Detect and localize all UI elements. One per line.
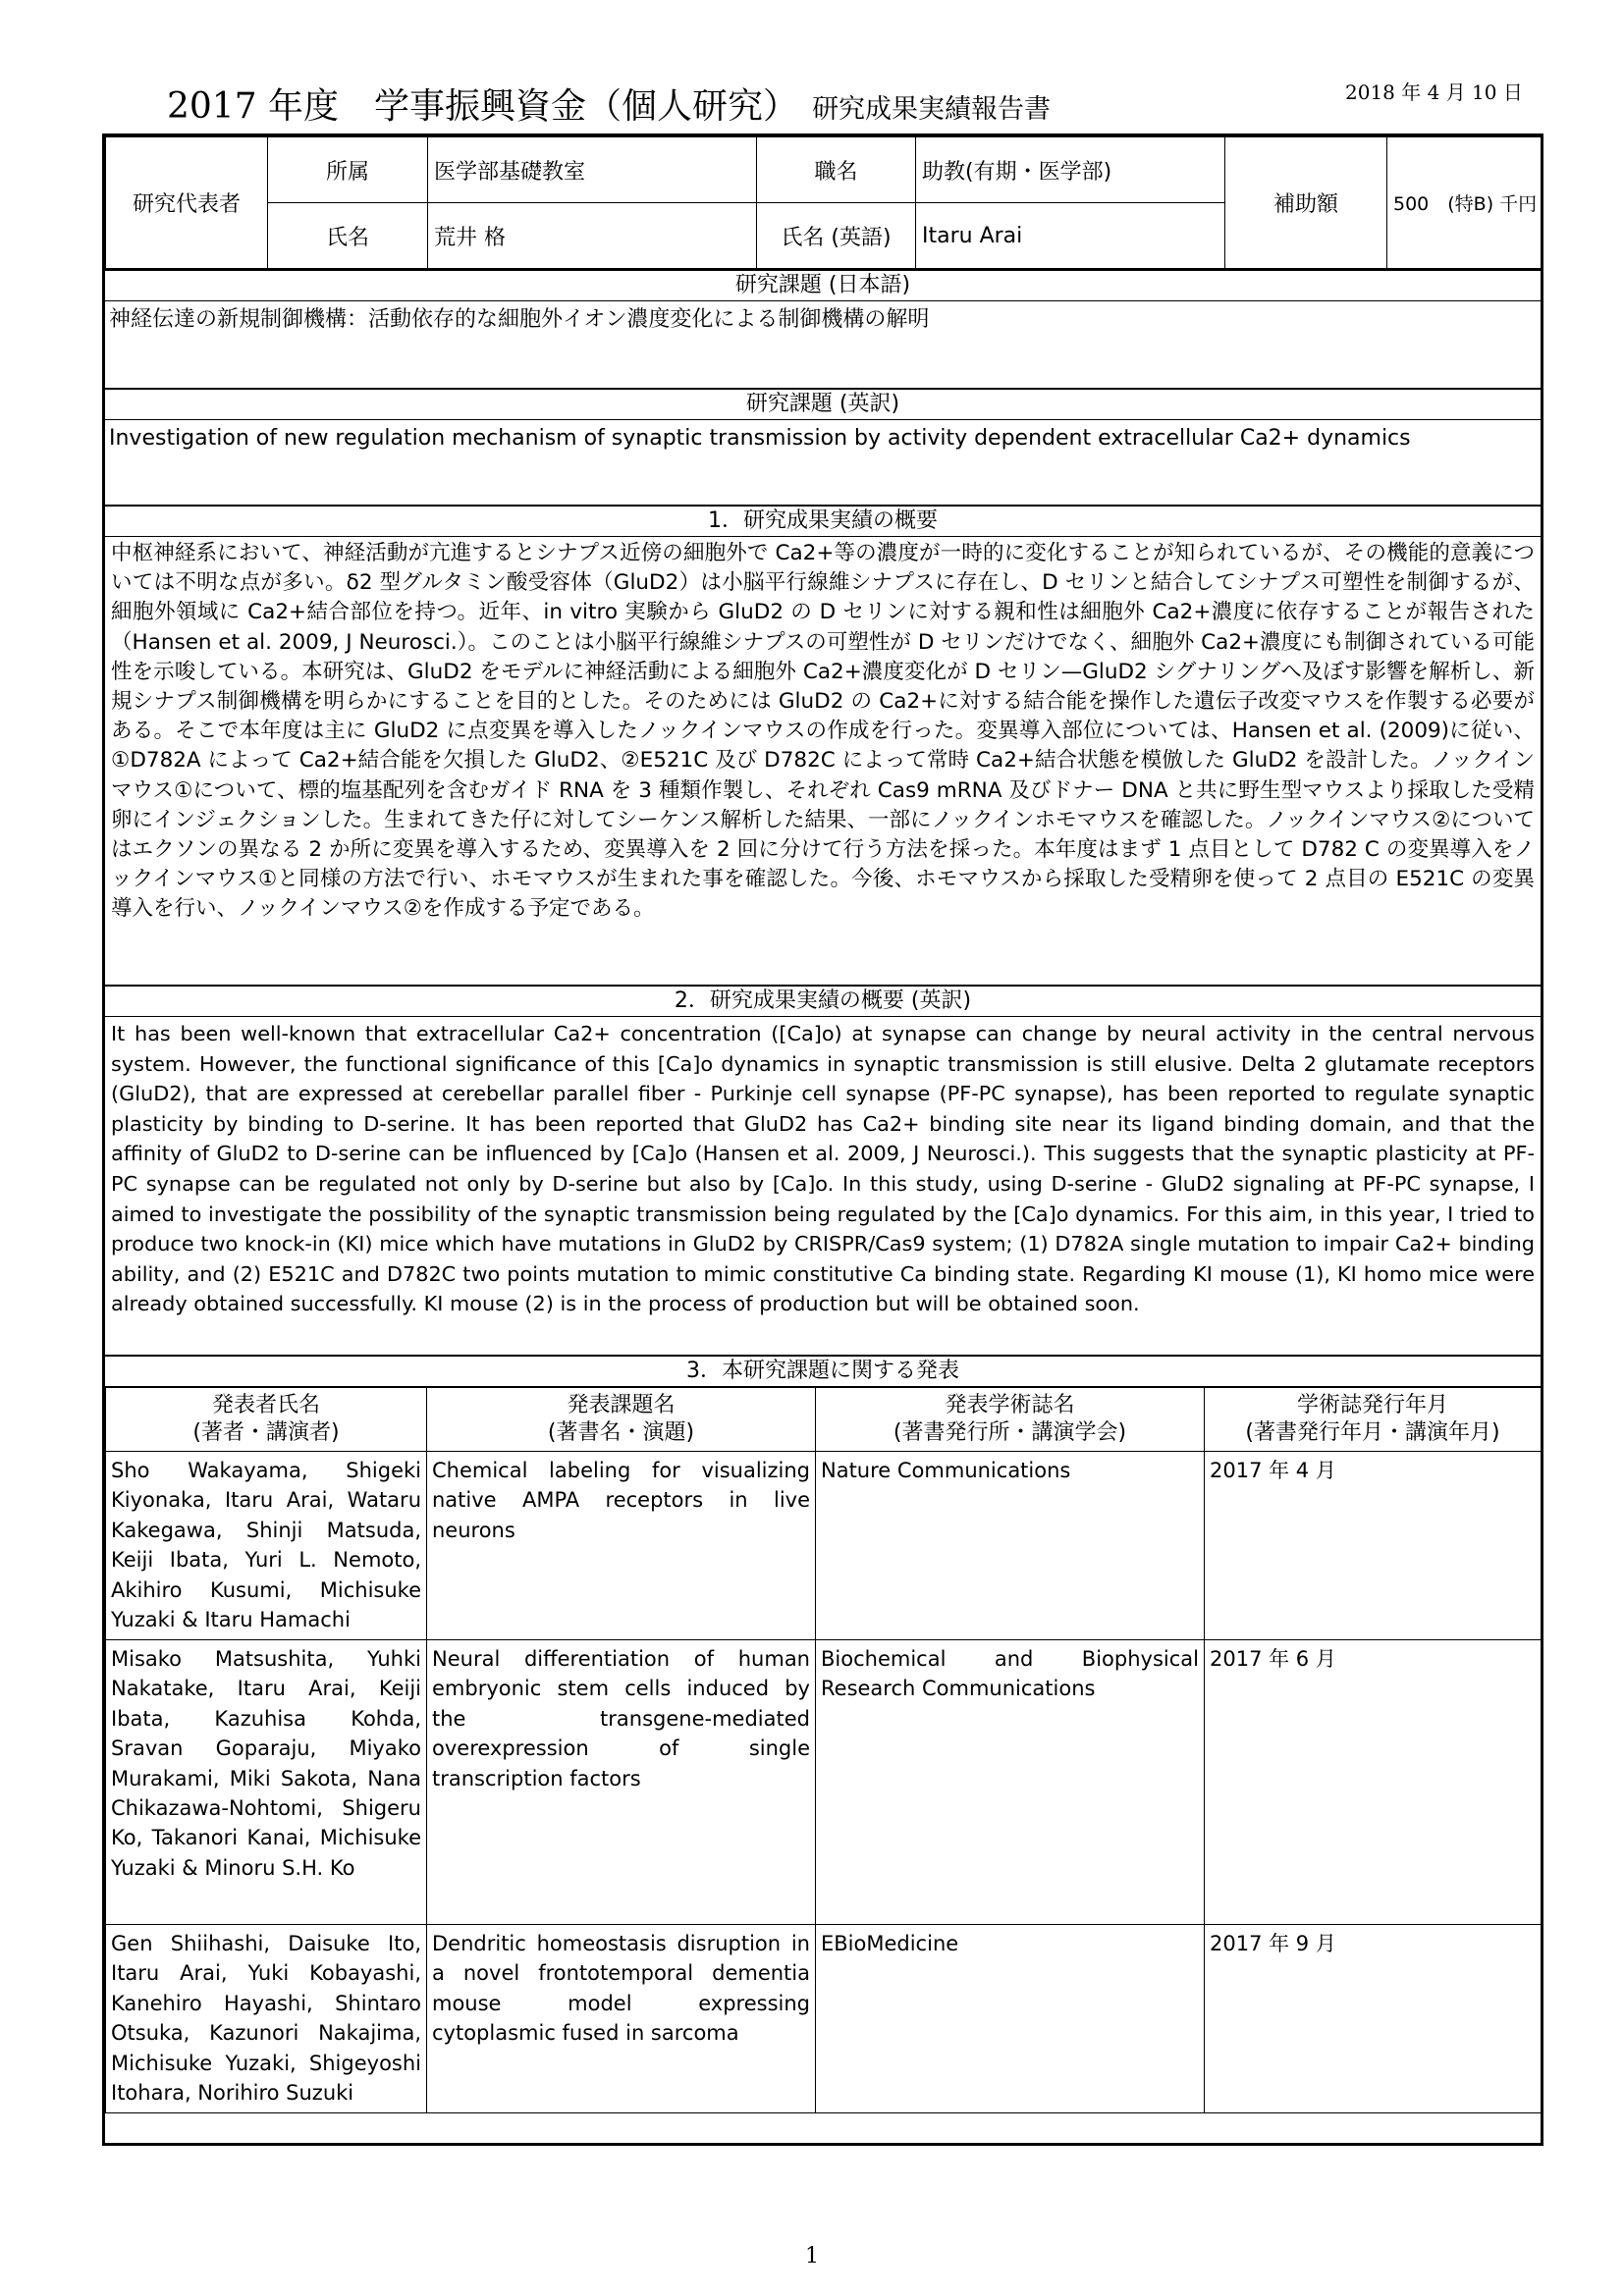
title-sub: 研究成果実績報告書	[812, 94, 1052, 125]
name-label: 氏名	[268, 203, 428, 269]
table-row	[106, 1925, 1542, 2113]
grant-value: 500 (特B) 千円	[1387, 137, 1542, 269]
pub-title: Neural differentiation of human embryonic stem cells induced by the transgene-mediated overexpression of single transcription factors	[427, 1640, 816, 1925]
topic-jp-section	[105, 269, 1541, 388]
col-journal-label: 発表学術誌名	[945, 1393, 1075, 1417]
topic-en-section	[105, 388, 1541, 505]
table-row	[106, 1640, 1542, 1925]
summary-en-text: It has been well-known that extracellular Ca2+ concentration ([Ca]o) at synapse can change by neural activity in the central nervous system. However, the functional significance of this [Ca]o dynamics in synaptic transmission is still elusive. Delta 2 glutamate receptors (GluD2), that are expressed at cerebellar parallel fiber - Purkinje cell synapse (PF-PC synapse), has been reported to regulate synaptic plasticity by binding to D-serine. It has been reported that GluD2 has Ca2+ binding site near its ligand binding domain, and that the affinity of GluD2 to D-serine can be influenced by [Ca]o (Hansen et al. 2009, J Neurosci.). This suggests that the synaptic plasticity at PF-PC synapse can be regulated not only by D-serine but also by [Ca]o. In this study, using D-serine - GluD2 signaling at PF-PC synapse, I aimed to investigate the possibility of the synaptic transmission being regulated by the [Ca]o dynamics. For this aim, in this year, I tried to produce two knock-in (KI) mice which have mutations in GluD2 by CRISPR/Cas9 system; (1) D782A single mutation to impair Ca2+ binding ability, and (2) E521C and D782C two points mutation to mimic constitutive Ca binding state. Regarding KI mouse (1), KI homo mice were already obtained successfully. KI mouse (2) is in the process of production but will be obtained soon.	[111, 1022, 1535, 1316]
summary-jp-section	[105, 505, 1541, 985]
col-title-header	[427, 1388, 816, 1452]
topic-en-heading: 研究課題 (英訳)	[105, 390, 1541, 420]
name-en-label: 氏名 (英語)	[757, 203, 916, 269]
affiliation-label: 所属	[268, 137, 428, 203]
researcher-info-table	[105, 136, 1542, 269]
report-sheet	[102, 133, 1543, 2146]
pub-journal: Nature Communications	[816, 1452, 1205, 1640]
title-main: 2017 年度 学事振興資金（個人研究）	[167, 86, 799, 127]
pub-date: 2017 年 4 月	[1205, 1452, 1542, 1640]
col-date-label: 学術誌発行年月	[1296, 1393, 1448, 1417]
pub-title: Chemical labeling for visualizing native AMPA receptors in live neurons	[427, 1452, 816, 1640]
grant-label: 補助額	[1225, 137, 1387, 269]
pub-date: 2017 年 6 月	[1205, 1640, 1542, 1925]
summary-en-heading: 2．研究成果実績の概要 (英訳)	[105, 987, 1541, 1017]
col-author-label: 発表者氏名	[211, 1393, 320, 1417]
pub-authors: Sho Wakayama, Shigeki Kiyonaka, Itaru Arai, Wataru Kakegawa, Shinji Matsuda, Keiji Ibata, Yuri L. Nemoto, Akihiro Kusumi, Michisuke Yuzaki & Itaru Hamachi	[106, 1452, 427, 1640]
affiliation-value: 医学部基礎教室	[428, 137, 757, 203]
document-title	[167, 79, 1051, 129]
col-journal-sublabel: (著書発行所・講演学会)	[893, 1420, 1127, 1445]
col-title-sublabel: (著書名・演題)	[547, 1420, 695, 1445]
col-title-label: 発表課題名	[567, 1393, 676, 1417]
publications-table	[105, 1387, 1542, 2113]
col-date-header	[1205, 1388, 1542, 1452]
col-date-sublabel: (著書発行年月・講演年月)	[1245, 1420, 1500, 1445]
col-journal-header	[816, 1388, 1205, 1452]
pub-authors: Gen Shiihashi, Daisuke Ito, Itaru Arai, Yuki Kobayashi, Kanehiro Hayashi, Shintaro Otsuka, Kazunori Nakajima, Michisuke Yuzaki, Shigeyoshi Itohara, Norihiro Suzuki	[106, 1925, 427, 2113]
representative-label: 研究代表者	[106, 137, 268, 269]
table-row	[106, 1452, 1542, 1640]
pub-authors: Misako Matsushita, Yuhki Nakatake, Itaru Arai, Keiji Ibata, Kazuhisa Kohda, Sravan Goparaju, Miyako Murakami, Miki Sakota, Nana Chikazawa-Nohtomi, Shigeru Ko, Takanori Kanai, Michisuke Yuzaki & Minoru S.H. Ko	[106, 1640, 427, 1925]
report-date: 2018 年 4 月 10 日	[1345, 80, 1523, 104]
topic-en-text: Investigation of new regulation mechanism of synaptic transmission by activity dependent extracellular Ca2+ dynamics	[109, 426, 1411, 451]
name-en-value: Itaru Arai	[916, 203, 1225, 269]
pub-journal: EBioMedicine	[816, 1925, 1205, 2113]
topic-jp-heading: 研究課題 (日本語)	[105, 271, 1541, 301]
publications-section	[105, 1355, 1541, 2113]
name-value: 荒井 格	[428, 203, 757, 269]
summary-jp-text: 中枢神経系において、神経活動が亢進するとシナプス近傍の細胞外で Ca2+等の濃度が一時的に変化することが知られているが、その機能的意義については不明な点が多い。δ2 型グルタミン酸受容体（GluD2）は小脳平行線維シナプスに存在し、D セリンと結合してシナプス可塑性を制御するが、細胞外領域に Ca2+結合部位を持つ。近年、in vitro 実験から GluD2 の D セリンに対する親和性は細胞外 Ca2+濃度に依存することが報告された（Hansen et al. 2009, J Neurosci.）。このことは小脳平行線維シナプスの可塑性が D セリンだけでなく、細胞外 Ca2+濃度にも制御されている可能性を示唆している。本研究は、GluD2 をモデルに神経活動による細胞外 Ca2+濃度変化が D セリン—GluD2 シグナリングへ及ぼす影響を解析し、新規シナプス制御機構を明らかにすることを目的とした。そのためには GluD2 の Ca2+に対する結合能を操作した遺伝子改変マウスを作製する必要がある。そこで本年度は主に GluD2 に点変異を導入したノックインマウスの作成を行った。変異導入部位については、Hansen et al. (2009)に従い、①D782A によって Ca2+結合能を欠損した GluD2、②E521C 及び D782C によって常時 Ca2+結合状態を模倣した GluD2 を設計した。ノックインマウス①について、標的塩基配列を含むガイド RNA を 3 種類作製し、それぞれ Cas9 mRNA 及びドナー DNA と共に野生型マウスより採取した受精卵にインジェクションした。生まれてきた仔に対してシーケンス解析した結果、一部にノックインホモマウスを確認した。ノックインマウス②についてはエクソンの異なる 2 か所に変異を導入するため、変異導入を 2 回に分けて行う方法を採った。本年度はまず 1 点目として D782 C の変異導入をノックインマウス①と同様の方法で行い、ホモマウスが生まれた事を確認した。今後、ホモマウスから採取した受精卵を使って 2 点目の E521C の変異導入を行い、ノックインマウス②を作成する予定である。	[111, 541, 1535, 922]
page-number: 1	[805, 2244, 819, 2269]
position-label: 職名	[757, 137, 916, 203]
publications-heading: 3．本研究課題に関する発表	[105, 1357, 1541, 1387]
summary-jp-heading: 1．研究成果実績の概要	[105, 507, 1541, 537]
pub-journal: Biochemical and Biophysical Research Communications	[816, 1640, 1205, 1925]
pub-title: Dendritic homeostasis disruption in a novel frontotemporal dementia mouse model expressing cytoplasmic fused in sarcoma	[427, 1925, 816, 2113]
col-author-header	[106, 1388, 427, 1452]
col-author-sublabel: (著者・講演者)	[192, 1420, 340, 1445]
position-value: 助教(有期・医学部)	[916, 137, 1225, 203]
topic-jp-text: 神経伝達の新規制御機構：活動依存的な細胞外イオン濃度変化による制御機構の解明	[109, 307, 930, 332]
pub-date: 2017 年 9 月	[1205, 1925, 1542, 2113]
summary-en-section	[105, 985, 1541, 1355]
